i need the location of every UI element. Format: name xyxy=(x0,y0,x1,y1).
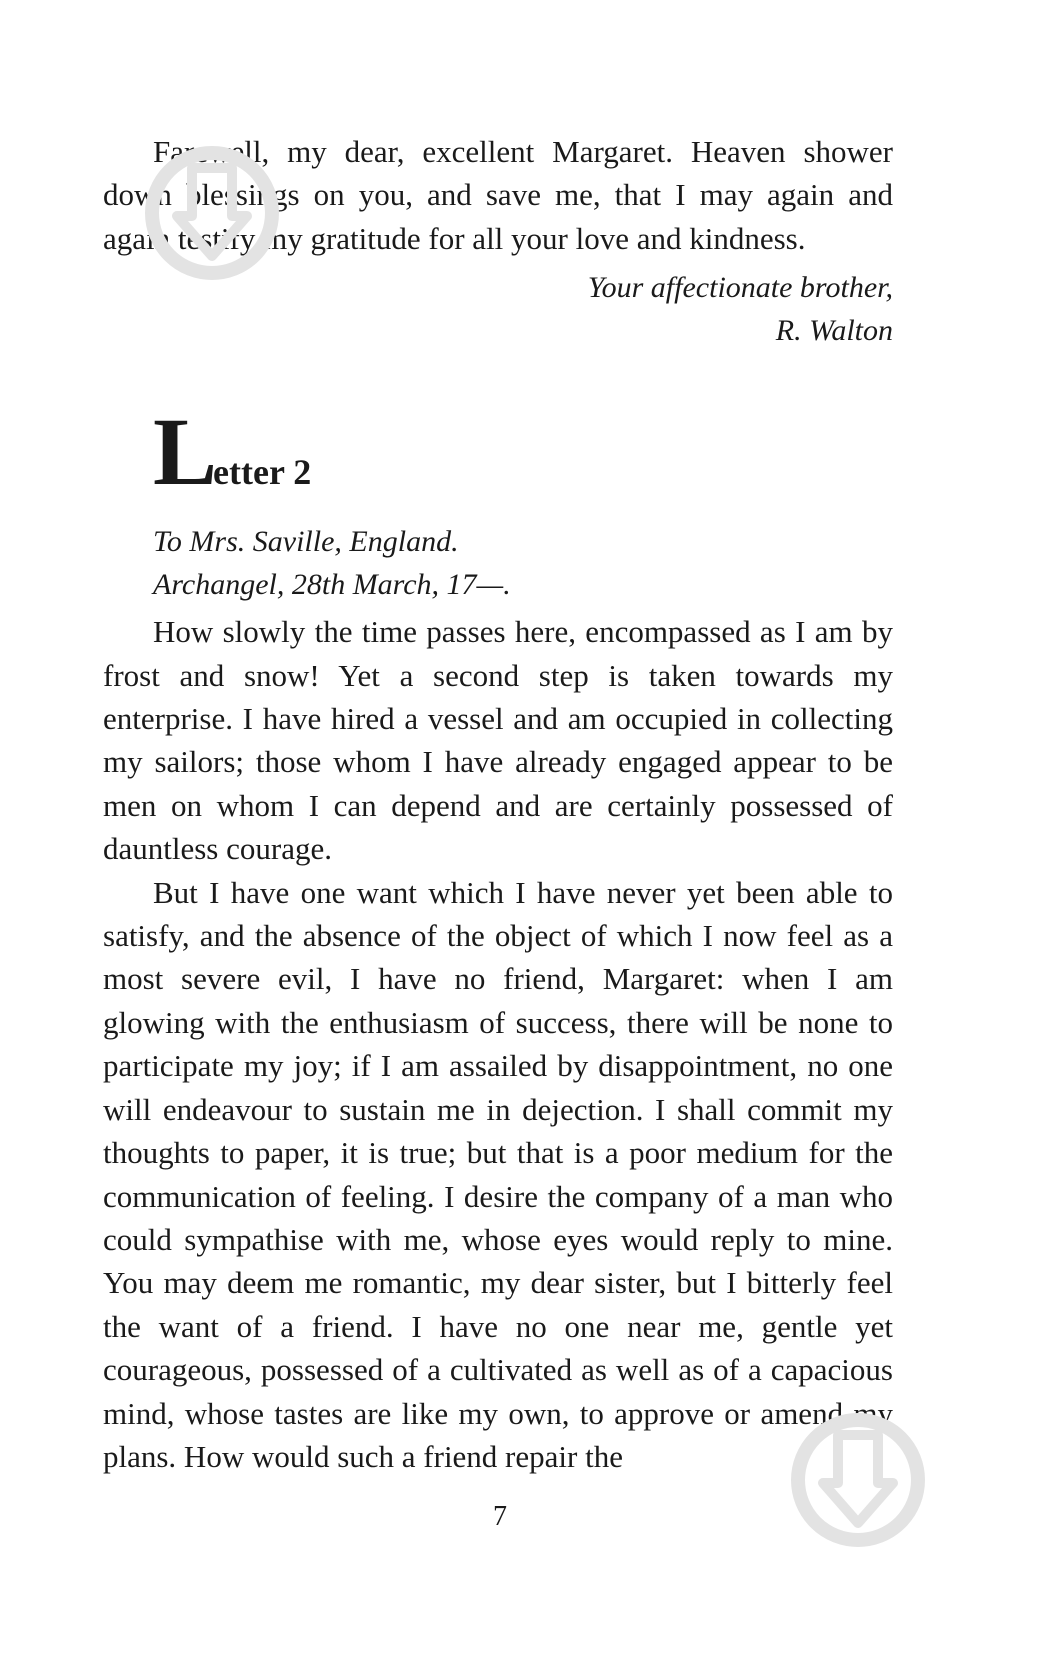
letter-address xyxy=(153,520,893,606)
download-icon xyxy=(137,138,287,288)
download-icon xyxy=(783,1405,933,1555)
address-recipient: To Mrs. Saville, England. xyxy=(153,525,459,559)
heading-drop-cap: L xyxy=(153,398,214,506)
chapter-heading xyxy=(153,398,893,506)
address-place-date: Archangel, 28th March, 17—. xyxy=(153,568,511,602)
body-paragraph: But I have one want which I have never yet been able to satisfy, and the absence of the object of which I now feel as a most severe evil, I have no friend, Margaret: when I am glowing with the enthusiasm of success, there will be none to participate my joy; if I am assailed by disappointment, no one will endeavour to sustain me in dejection. I shall commit my thoughts to paper, it is true; but that is a poor medium for the communication of feeling. I desire the company of a man who could sympathise with me, whose eyes would reply to mine. You may deem me romantic, my dear sister, but I bitterly feel the want of a friend. I have no one near me, gentle yet courageous, possessed of a cultivated as well as of a capacious mind, whose tastes are like my own, to approve or amend my plans. How would such a friend repair the xyxy=(103,874,893,1474)
signature: R. Walton xyxy=(775,314,893,348)
page-number: 7 xyxy=(493,1501,507,1532)
heading-title: etter 2 xyxy=(213,452,312,493)
body-paragraph: How slowly the time passes here, encompassed as I am by frost and snow! Yet a second step is taken towards my enterprise. I have hired a vessel and am occupied in collecting my sailors; those whom I have already engaged appear to be men on whom I can depend and are certainly possessed of dauntless courage. xyxy=(103,614,893,867)
signoff-line: Your affectionate brother, xyxy=(587,271,893,305)
letter2-body xyxy=(103,610,893,1478)
letter1-closing-paragraph: Farewell, my dear, excellent Margaret. Heaven shower down blessings on you, and save me, that I may again and again testify my gratitude for all your love and kindness. xyxy=(103,134,893,256)
book-page xyxy=(103,130,893,1478)
